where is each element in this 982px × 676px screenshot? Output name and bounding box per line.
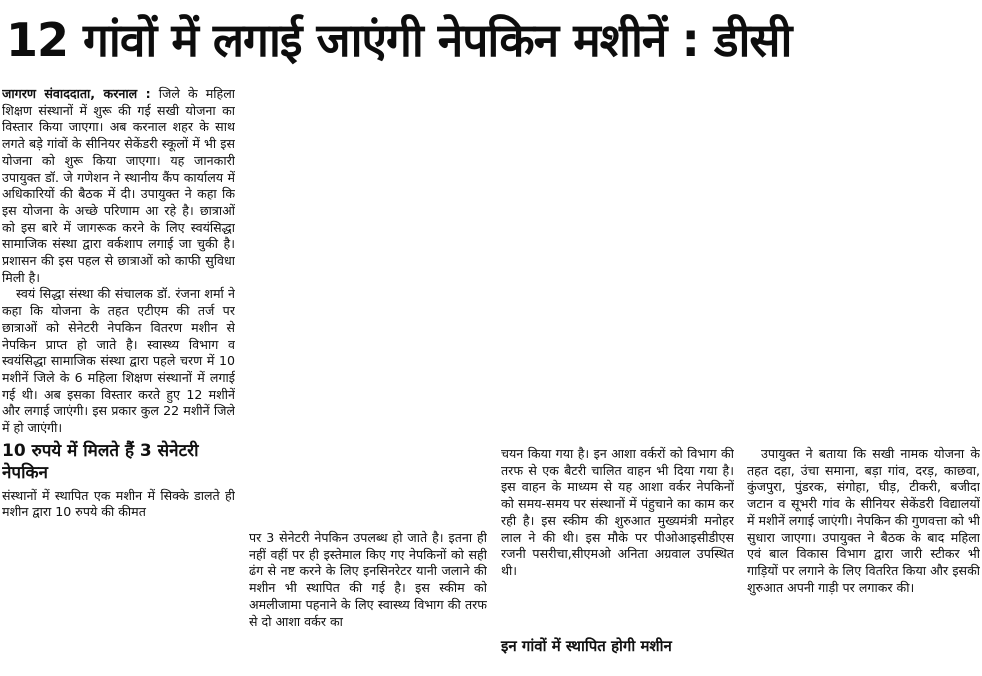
article-column-2 xyxy=(249,530,487,676)
subheading: 10 रुपये में मिलते हैं 3 सेनेटरी नेपकिन xyxy=(2,440,199,483)
article-column-4 xyxy=(747,446,980,676)
subheading: इन गांवों में स्थापित होगी मशीन xyxy=(501,637,672,655)
paragraph: पर 3 सेनेटरी नेपकिन उपलब्ध हो जाते है। इतना ही नहीं वहीं पर ही इस्तेमाल किए गए नेपकिनों को सही ढंग से नष्ट करने के लिए इनसिनरेटर यानी जलाने की मशीन भी स्थापित की गई है। इस स्कीम को अमलीजामा पहनाने के लिए स्वास्थ्य विभाग की तरफ से दो आशा वर्कर का xyxy=(249,530,487,629)
byline: जागरण संवाददाता, करनाल : xyxy=(2,86,151,101)
paragraph: स्वयं सिद्धा संस्था की संचालक डॉ. रंजना शर्मा ने कहा कि योजना के तहत एटीएम की तर्ज पर छात्राओं को सेनेटरी नेपकिन वितरण मशीन से नेपकिन प्राप्त हो जाते है। स्वास्थ्य विभाग व स्वयंसिद्धा सामाजिक संस्था द्वारा पहले चरण में 10 मशीनें जिले के 6 महिला शिक्षण संस्थानों में लगाई गई थी। अब इसका विस्तार करते हुए 12 मशीनें और लगाई जाएंगी। इस प्रकार कुल 22 मशीनें जिले में हो जाएंगी। xyxy=(2,286,235,436)
paragraph xyxy=(2,86,235,286)
paragraph: चयन किया गया है। इन आशा वर्करों को विभाग की तरफ से एक बैटरी चालित वाहन भी दिया गया है। इस वाहन के माध्यम से यह आशा वर्कर नेपकिनों को समय-समय पर संस्थानों में पंहुचाने का काम कर रही है। इस स्कीम की शुरुआत मुख्यमंत्री मनोहर लाल ने की थी। इस मौके पर पीओआइसीडीएस रजनी पसरीचा,सीएमओ अनिता अग्रवाल उपस्थित थी। xyxy=(501,446,734,578)
paragraph: संस्थानों में स्थापित एक मशीन में सिक्के डालते ही मशीन द्वारा 10 रुपये की कीमत xyxy=(2,487,235,520)
article-column-3 xyxy=(501,446,734,632)
headline: 12 गांवों में लगाई जाएंगी नेपकिन मशीनें : डीसी xyxy=(6,13,792,67)
paragraph-text: जिले के महिला शिक्षण संस्थानों में शुरू की गई सखी योजना का विस्तार किया जाएगा। अब करनाल शहर के साथ लगते बड़े गांवों के सीनियर सेकेंडरी स्कूलों में भी इस योजना को शुरू किया जाएगा। यह जानकारी उपायुक्त डॉ. जे गणेशन ने स्थानीय कैंप कार्यालय में अधिकारियों की बैठक में दी। उपायुक्त ने कहा कि इस योजना के अच्छे परिणाम आ रहे है। छात्राओं को इस बारे में जागरूक करने के लिए स्वयंसिद्धा सामाजिक संस्था द्वारा वर्कशाप लगाई जा चुकी है। प्रशासन की इस पहल से छात्राओं को काफी सुविधा मिली है। xyxy=(2,86,235,285)
article-column-1 xyxy=(2,86,235,676)
paragraph: उपायुक्त ने बताया कि सखी नामक योजना के तहत दहा, उंचा समाना, बड़ा गांव, दरड़, काछवा, कुंजपुरा, पुंडरक, संगोहा, घीड़, टीकरी, बजीदा जटान व सूभरी गांव के सीनियर सेकेंडरी विद्यालयों में मशीनें लगाई जाएंगी। नेपकिन की गुणवत्ता को भी सुधारा जाएगा। उपायुक्त ने बैठक के बाद महिला एवं बाल विकास विभाग द्वारा जारी स्टीकर भी गाड़ियों पर लगाने के लिए वितरित किया और इसकी शुरुआत अपनी गाड़ी पर लगाकर की। xyxy=(747,446,980,595)
